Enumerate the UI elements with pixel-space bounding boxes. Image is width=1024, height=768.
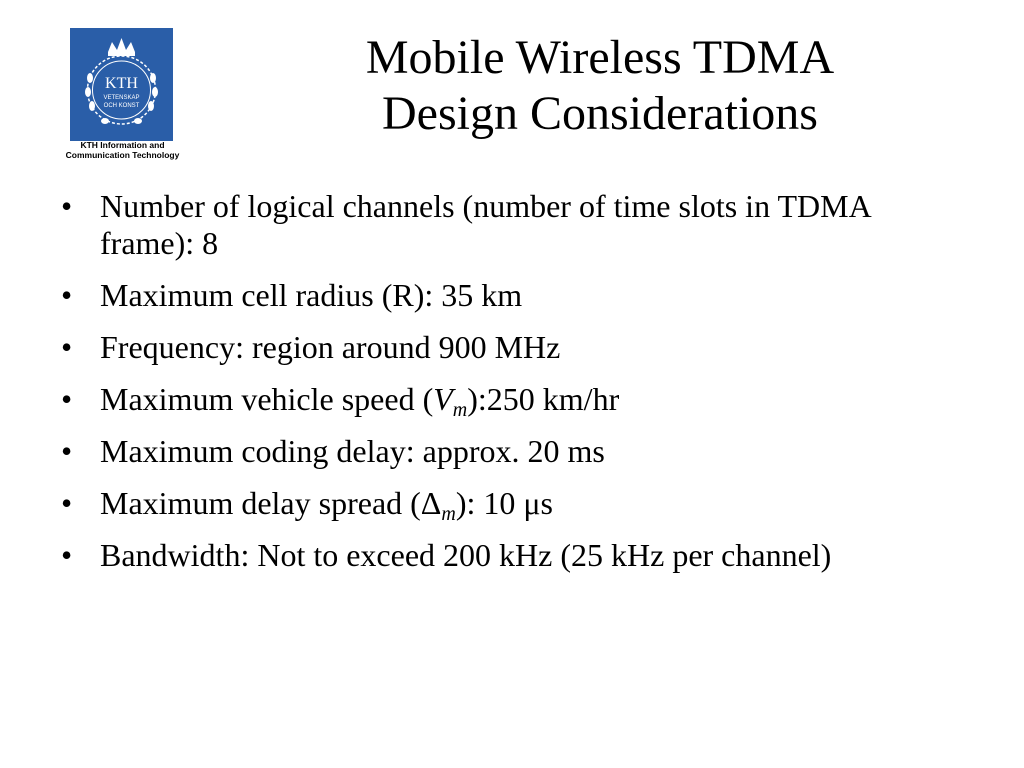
kth-emblem-subtext-1: VETENSKAP (103, 95, 140, 101)
bullet-item-coding-delay (55, 433, 955, 470)
bullet-text: Frequency: region around 900 MHz (100, 329, 561, 365)
bullet-glyph: • (61, 329, 73, 365)
speed-subscript: m (452, 399, 468, 421)
bullet-text: Maximum coding delay: approx. 20 ms (100, 433, 605, 469)
bullet-text-suffix: ): 10 μs (455, 485, 553, 521)
kth-emblem-text: KTH (105, 75, 138, 92)
bullet-glyph: • (61, 433, 73, 469)
bullet-item-frequency (55, 329, 955, 366)
slide-title-line-2: Design Considerations (382, 87, 818, 140)
kth-logo (70, 28, 173, 141)
bullet-item-cell-radius (55, 277, 955, 314)
bullet-glyph: • (61, 188, 73, 224)
bullet-text (100, 485, 553, 525)
logo-caption-line-2: Communication Technology (65, 150, 180, 160)
bullet-glyph: • (61, 277, 73, 313)
logo-caption-line-1: KTH Information and (80, 140, 165, 150)
logo-caption (50, 140, 195, 160)
bullet-item-logical-channels (55, 188, 955, 262)
speed-symbol: V (433, 381, 453, 417)
bullet-text-suffix: ):250 km/hr (467, 381, 620, 417)
bullet-text-prefix: Maximum vehicle speed ( (100, 381, 434, 417)
bullet-text-prefix: Maximum delay spread ( (100, 485, 421, 521)
slide-title-line-1: Mobile Wireless TDMA (365, 31, 835, 84)
bullet-glyph: • (61, 537, 73, 573)
bullet-item-vehicle-speed (55, 381, 955, 421)
slide-title (250, 30, 950, 142)
delta-symbol: Δ (420, 485, 442, 521)
kth-emblem-subtext-2: OCH KONST (103, 103, 140, 109)
kth-emblem-icon (70, 28, 173, 141)
bullet-text (100, 381, 620, 421)
bullet-text: Number of logical channels (number of time slots in TDMA frame): 8 (100, 188, 870, 261)
bullet-list (55, 188, 955, 589)
delta-subscript: m (441, 503, 456, 525)
bullet-text: Maximum cell radius (R): 35 km (100, 277, 523, 313)
bullet-item-delay-spread (55, 485, 955, 525)
bullet-text: Bandwidth: Not to exceed 200 kHz (25 kHz per channel) (100, 537, 832, 573)
bullet-glyph: • (61, 485, 73, 521)
bullet-glyph: • (61, 381, 73, 417)
bullet-item-bandwidth (55, 537, 955, 574)
